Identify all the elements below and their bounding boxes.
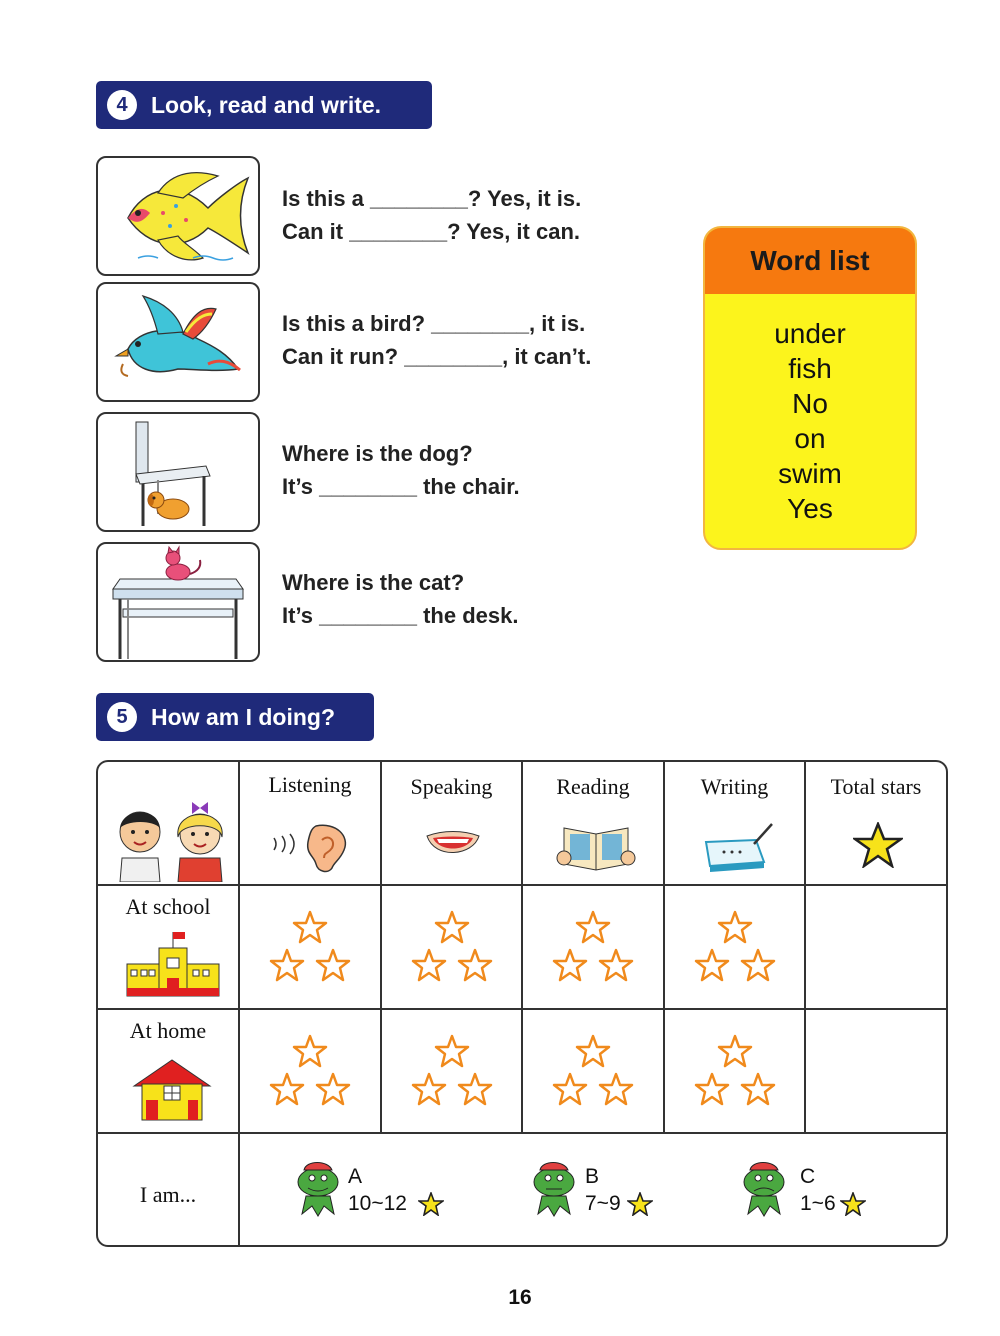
children-icon <box>108 792 233 882</box>
writing-tablet-icon <box>698 818 778 874</box>
bird-picture <box>96 282 260 402</box>
empty-star-icon[interactable] <box>554 1074 586 1104</box>
empty-star-icon[interactable] <box>742 950 774 980</box>
word-list-title: Word list <box>705 228 915 294</box>
empty-star-icon[interactable] <box>554 950 586 980</box>
bird-icon <box>98 284 258 400</box>
empty-star-icon[interactable] <box>317 1074 349 1104</box>
empty-star-icon[interactable] <box>271 1074 303 1104</box>
rating-stars-home-speaking[interactable] <box>407 1032 497 1112</box>
header-listening: Listening <box>268 772 352 797</box>
empty-star-icon[interactable] <box>459 1074 491 1104</box>
row-label-at-school: At school <box>125 894 211 919</box>
empty-star-icon[interactable] <box>600 1074 632 1104</box>
section-title: Look, read and write. <box>151 91 382 118</box>
question-2-line-1: Is this a bird? ________, it is. <box>282 311 586 336</box>
empty-star-icon[interactable] <box>413 1074 445 1104</box>
question-2-line-2: Can it run? ________, it can’t. <box>282 344 592 369</box>
rating-stars-home-writing[interactable] <box>690 1032 780 1112</box>
row-label-i-am: I am... <box>139 1182 197 1207</box>
header-writing: Writing <box>700 774 769 799</box>
rating-stars-school-reading[interactable] <box>548 908 638 988</box>
empty-star-icon[interactable] <box>436 912 468 942</box>
empty-star-icon[interactable] <box>294 1036 326 1066</box>
star-icon <box>627 1192 653 1216</box>
empty-star-icon[interactable] <box>719 912 751 942</box>
level-b-range: 7~9 <box>585 1192 621 1215</box>
word-item: under <box>774 318 846 349</box>
level-c-letter: C <box>800 1165 816 1188</box>
rating-stars-home-reading[interactable] <box>548 1032 638 1112</box>
house-icon <box>128 1056 216 1122</box>
mouth-icon <box>423 822 483 866</box>
star-icon <box>840 1192 866 1216</box>
school-icon <box>123 930 223 998</box>
level-a-range: 10~12 <box>348 1192 407 1215</box>
page-number: 16 <box>508 1286 532 1309</box>
question-3-line-1: Where is the dog? <box>282 441 473 466</box>
empty-star-icon[interactable] <box>271 950 303 980</box>
word-list-words <box>705 316 915 526</box>
dinosaur-icon <box>290 1156 346 1218</box>
question-1-line-1: Is this a ________? Yes, it is. <box>282 186 582 211</box>
empty-star-icon[interactable] <box>436 1036 468 1066</box>
word-item: on <box>794 423 826 454</box>
cat-on-desk-icon <box>98 544 258 660</box>
word-item: Yes <box>787 493 833 524</box>
empty-star-icon[interactable] <box>413 950 445 980</box>
word-item: No <box>792 388 828 419</box>
section-title: How am I doing? <box>151 703 335 730</box>
question-4-line-1: Where is the cat? <box>282 570 465 595</box>
level-b-letter: B <box>585 1165 600 1188</box>
empty-star-icon[interactable] <box>719 1036 751 1066</box>
section-5-header <box>96 693 374 741</box>
empty-star-icon[interactable] <box>459 950 491 980</box>
empty-star-icon[interactable] <box>696 1074 728 1104</box>
cat-desk-picture <box>96 542 260 662</box>
dinosaur-icon <box>736 1156 792 1218</box>
header-total-stars: Total stars <box>830 774 922 799</box>
book-icon <box>556 818 636 874</box>
row-label-at-home: At home <box>129 1018 207 1043</box>
section-4-header <box>96 81 432 129</box>
rating-stars-home-listening[interactable] <box>265 1032 355 1112</box>
question-3-line-2: It’s ________ the chair. <box>282 474 520 499</box>
dinosaur-icon <box>526 1156 582 1218</box>
level-a-letter: A <box>348 1165 363 1188</box>
fish-icon <box>98 158 258 274</box>
section-number: 4 <box>107 90 137 120</box>
empty-star-icon[interactable] <box>742 1074 774 1104</box>
ear-icon <box>266 818 356 874</box>
rating-stars-school-listening[interactable] <box>265 908 355 988</box>
level-c-range: 1~6 <box>800 1192 836 1215</box>
self-assessment-table <box>96 760 948 1247</box>
empty-star-icon[interactable] <box>577 912 609 942</box>
question-4-line-2: It’s ________ the desk. <box>282 603 519 628</box>
rating-stars-school-speaking[interactable] <box>407 908 497 988</box>
question-1-line-2: Can it ________? Yes, it can. <box>282 219 580 244</box>
word-item: fish <box>788 353 832 384</box>
word-item: swim <box>778 458 842 489</box>
section-number: 5 <box>107 702 137 732</box>
star-icon <box>418 1192 444 1216</box>
fish-picture <box>96 156 260 276</box>
header-speaking: Speaking <box>410 774 493 799</box>
rating-stars-school-writing[interactable] <box>690 908 780 988</box>
empty-star-icon[interactable] <box>577 1036 609 1066</box>
empty-star-icon[interactable] <box>317 950 349 980</box>
word-list-box <box>703 226 917 550</box>
empty-star-icon[interactable] <box>600 950 632 980</box>
empty-star-icon[interactable] <box>696 950 728 980</box>
star-icon <box>853 822 903 868</box>
dog-under-chair-icon <box>98 414 258 530</box>
header-reading: Reading <box>556 774 630 799</box>
dog-chair-picture <box>96 412 260 532</box>
empty-star-icon[interactable] <box>294 912 326 942</box>
